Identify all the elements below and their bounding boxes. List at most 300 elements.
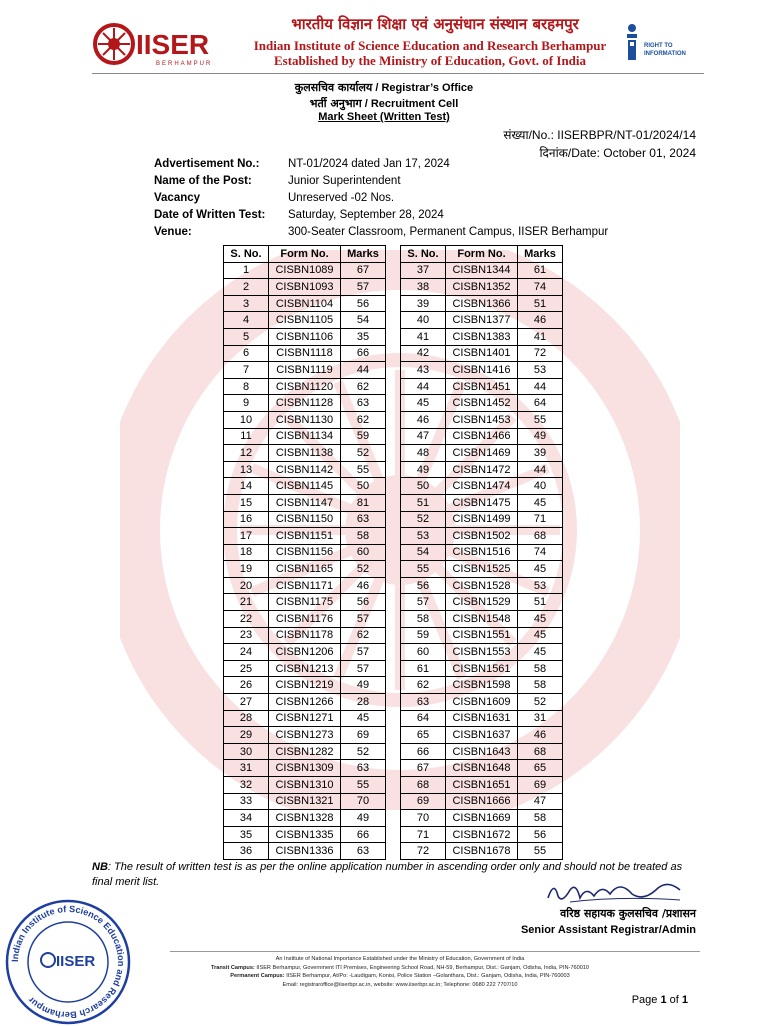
marks-cell: 57 [341, 611, 386, 628]
table-row [224, 295, 386, 312]
table-row [401, 727, 563, 744]
iiser-logo [92, 20, 242, 68]
ref-date-label-en: /Date: [567, 146, 600, 160]
table-row [224, 793, 386, 810]
table-row [401, 710, 563, 727]
sno-cell: 58 [401, 611, 446, 628]
table-row [224, 279, 386, 296]
table-row [401, 328, 563, 345]
sno-cell: 6 [224, 345, 269, 362]
marks-cell: 28 [341, 694, 386, 711]
meta-row [154, 226, 608, 243]
sno-cell: 43 [401, 362, 446, 379]
form-no-cell: CISBN1631 [446, 710, 518, 727]
table-row [401, 760, 563, 777]
form-no-cell: CISBN1609 [446, 694, 518, 711]
sno-cell: 69 [401, 793, 446, 810]
table-row [224, 428, 386, 445]
marks-cell: 45 [518, 627, 563, 644]
table-row [224, 577, 386, 594]
meta-row [154, 192, 608, 209]
marks-cell: 58 [518, 660, 563, 677]
form-no-cell: CISBN1213 [269, 660, 341, 677]
form-no-cell: CISBN1553 [446, 644, 518, 661]
sno-cell: 8 [224, 378, 269, 395]
sno-cell: 32 [224, 777, 269, 794]
meta-key: Advertisement No.: [154, 158, 260, 170]
marks-cell: 52 [341, 561, 386, 578]
table-row [224, 411, 386, 428]
form-no-cell: CISBN1366 [446, 295, 518, 312]
table-header-row [224, 246, 386, 263]
table-row [224, 378, 386, 395]
marks-cell: 53 [518, 577, 563, 594]
sno-cell: 22 [224, 611, 269, 628]
note-text: : The result of written test is as per the online application number in ascending order only and should not be treated as final merit list. [92, 861, 683, 888]
sno-cell: 37 [401, 262, 446, 279]
form-no-cell: CISBN1502 [446, 528, 518, 545]
table-row [401, 445, 563, 462]
marks-cell: 64 [518, 395, 563, 412]
rti-line2: INFORMATION [644, 51, 686, 57]
recruitment-cell-hi: भर्ती अनुभाग [309, 97, 362, 110]
table-row [224, 312, 386, 329]
marks-cell: 41 [518, 328, 563, 345]
sno-cell: 3 [224, 295, 269, 312]
marks-cell: 45 [518, 611, 563, 628]
table-row [224, 395, 386, 412]
form-no-cell: CISBN1474 [446, 478, 518, 495]
page-number [632, 994, 688, 1006]
table-row [401, 544, 563, 561]
form-no-cell: CISBN1120 [269, 378, 341, 395]
form-no-cell: CISBN1335 [269, 826, 341, 843]
seal-center-text: IISER [56, 953, 96, 970]
marks-cell: 46 [341, 577, 386, 594]
page-total: 1 [681, 994, 688, 1006]
page-middle: of [666, 994, 682, 1006]
form-no-cell: CISBN1678 [446, 843, 518, 860]
form-no-cell: CISBN1643 [446, 743, 518, 760]
table-row [401, 494, 563, 511]
footer-permanent [120, 972, 680, 981]
header-sno: S. No. [401, 246, 446, 263]
sno-cell: 45 [401, 395, 446, 412]
form-no-cell: CISBN1104 [269, 295, 341, 312]
form-no-cell: CISBN1516 [446, 544, 518, 561]
header-form-no: Form No. [269, 246, 341, 263]
meta-key: Vacancy [154, 192, 201, 204]
form-no-cell: CISBN1666 [446, 793, 518, 810]
institute-name: Indian Institute of Science Education and Research Berhampur [253, 38, 607, 53]
table-row [401, 611, 563, 628]
table-row [224, 743, 386, 760]
form-no-cell: CISBN1548 [446, 611, 518, 628]
form-no-cell: CISBN1175 [269, 594, 341, 611]
footer-line1: An Institute of National Importance Established under the Ministry of Education, Government of India [275, 956, 525, 962]
marks-table-right [400, 245, 563, 860]
sno-cell: 31 [224, 760, 269, 777]
sno-cell: 50 [401, 478, 446, 495]
table-row [224, 843, 386, 860]
sno-cell: 34 [224, 810, 269, 827]
form-no-cell: CISBN1401 [446, 345, 518, 362]
table-row [401, 411, 563, 428]
marks-cell: 55 [518, 843, 563, 860]
sno-cell: 14 [224, 478, 269, 495]
marks-cell: 45 [518, 494, 563, 511]
sno-cell: 62 [401, 677, 446, 694]
table-row [224, 362, 386, 379]
table-row [224, 810, 386, 827]
table-row [224, 461, 386, 478]
form-no-cell: CISBN1178 [269, 627, 341, 644]
sno-cell: 39 [401, 295, 446, 312]
table-row [224, 777, 386, 794]
sno-cell: 18 [224, 544, 269, 561]
marks-cell: 74 [518, 279, 563, 296]
sno-cell: 35 [224, 826, 269, 843]
marks-cell: 51 [518, 295, 563, 312]
marks-cell: 49 [341, 677, 386, 694]
sno-cell: 19 [224, 561, 269, 578]
table-row [401, 810, 563, 827]
form-no-cell: CISBN1344 [446, 262, 518, 279]
form-no-cell: CISBN1453 [446, 411, 518, 428]
sno-cell: 4 [224, 312, 269, 329]
header-marks: Marks [341, 246, 386, 263]
marks-cell: 56 [518, 826, 563, 843]
form-no-cell: CISBN1472 [446, 461, 518, 478]
form-no-cell: CISBN1383 [446, 328, 518, 345]
marks-cell: 45 [518, 644, 563, 661]
form-no-cell: CISBN1648 [446, 760, 518, 777]
footer-transit [120, 964, 680, 973]
table-row [401, 694, 563, 711]
marks-cell: 44 [341, 362, 386, 379]
table-row [224, 677, 386, 694]
transit-text: IISER Berhampur, Government ITI Premises, Engineering School Road, NH-59, Berhampur, Dist.: Ganjam, Odisha, India, PIN-760010 [254, 964, 590, 971]
meta-value: 300-Seater Classroom, Permanent Campus, IISER Berhampur [288, 226, 609, 238]
table-row [401, 677, 563, 694]
form-no-cell: CISBN1561 [446, 660, 518, 677]
table-row [224, 611, 386, 628]
marks-cell: 39 [518, 445, 563, 462]
sno-cell: 16 [224, 511, 269, 528]
marks-cell: 58 [518, 810, 563, 827]
marks-cell: 46 [518, 727, 563, 744]
sno-cell: 59 [401, 627, 446, 644]
meta-value: Saturday, September 28, 2024 [288, 209, 444, 221]
form-no-cell: CISBN1271 [269, 710, 341, 727]
form-no-cell: CISBN1669 [446, 810, 518, 827]
meta-value: NT-01/2024 dated Jan 17, 2024 [288, 158, 450, 170]
sno-cell: 55 [401, 561, 446, 578]
sno-cell: 54 [401, 544, 446, 561]
sno-cell: 65 [401, 727, 446, 744]
form-no-cell: CISBN1089 [269, 262, 341, 279]
meta-value: Unreserved -02 Nos. [288, 192, 395, 204]
table-row [224, 627, 386, 644]
marks-cell: 50 [341, 478, 386, 495]
footer-divider [170, 951, 700, 952]
form-no-cell: CISBN1145 [269, 478, 341, 495]
institute-name-english [250, 38, 610, 68]
marks-cell: 31 [518, 710, 563, 727]
form-no-cell: CISBN1309 [269, 760, 341, 777]
sno-cell: 48 [401, 445, 446, 462]
form-no-cell: CISBN1282 [269, 743, 341, 760]
table-row [401, 262, 563, 279]
form-no-cell: CISBN1598 [446, 677, 518, 694]
form-no-cell: CISBN1452 [446, 395, 518, 412]
marks-cell: 46 [518, 312, 563, 329]
sno-cell: 60 [401, 644, 446, 661]
table-row [224, 594, 386, 611]
sno-cell: 42 [401, 345, 446, 362]
form-no-cell: CISBN1551 [446, 627, 518, 644]
table-row [401, 561, 563, 578]
sno-cell: 70 [401, 810, 446, 827]
rti-text [644, 42, 686, 58]
sno-cell: 17 [224, 528, 269, 545]
sno-cell: 9 [224, 395, 269, 412]
marks-cell: 62 [341, 411, 386, 428]
form-no-cell: CISBN1151 [269, 528, 341, 545]
meta-row [154, 158, 608, 175]
form-no-cell: CISBN1219 [269, 677, 341, 694]
form-no-cell: CISBN1529 [446, 594, 518, 611]
form-no-cell: CISBN1451 [446, 378, 518, 395]
table-row [224, 694, 386, 711]
marks-cell: 66 [341, 345, 386, 362]
marks-cell: 35 [341, 328, 386, 345]
table-row [224, 345, 386, 362]
form-no-cell: CISBN1134 [269, 428, 341, 445]
header-divider [92, 73, 704, 74]
sno-cell: 64 [401, 710, 446, 727]
marks-cell: 44 [518, 378, 563, 395]
sno-cell: 10 [224, 411, 269, 428]
table-row [401, 627, 563, 644]
form-no-cell: CISBN1672 [446, 826, 518, 843]
marks-cell: 69 [518, 777, 563, 794]
transit-label: Transit Campus: [210, 964, 255, 971]
meta-row [154, 175, 608, 192]
marks-cell: 68 [518, 528, 563, 545]
table-row [224, 826, 386, 843]
marks-cell: 52 [518, 694, 563, 711]
table-row [401, 644, 563, 661]
marks-cell: 61 [518, 262, 563, 279]
form-no-cell: CISBN1105 [269, 312, 341, 329]
sno-cell: 36 [224, 843, 269, 860]
marks-cell: 72 [518, 345, 563, 362]
form-no-cell: CISBN1637 [446, 727, 518, 744]
marks-cell: 67 [341, 262, 386, 279]
header-marks: Marks [518, 246, 563, 263]
marks-cell: 56 [341, 594, 386, 611]
form-no-cell: CISBN1119 [269, 362, 341, 379]
sno-cell: 63 [401, 694, 446, 711]
marks-cell: 44 [518, 461, 563, 478]
table-row [224, 478, 386, 495]
sno-cell: 68 [401, 777, 446, 794]
marks-cell: 62 [341, 627, 386, 644]
form-no-cell: CISBN1093 [269, 279, 341, 296]
table-row [401, 743, 563, 760]
table-row [401, 660, 563, 677]
sno-cell: 46 [401, 411, 446, 428]
form-no-cell: CISBN1528 [446, 577, 518, 594]
sno-cell: 25 [224, 660, 269, 677]
sno-cell: 33 [224, 793, 269, 810]
marks-cell: 45 [518, 561, 563, 578]
permanent-text: IISER Berhampur, At/Po: -Laudigam, Konisi, Police Station –Golanthara, Dist.: Ganjam, Odisha, India, PIN-760003 [284, 973, 570, 980]
doc-title: Mark Sheet (Written Test) [318, 111, 450, 123]
marks-cell: 49 [341, 810, 386, 827]
seal-ring-text: Indian Institute of Science Education and Research Berhampur [9, 903, 127, 1021]
form-no-cell: CISBN1165 [269, 561, 341, 578]
table-row [224, 660, 386, 677]
sno-cell: 72 [401, 843, 446, 860]
form-no-cell: CISBN1469 [446, 445, 518, 462]
marks-cell: 56 [341, 295, 386, 312]
established-line: Established by the Ministry of Education, Govt. of India [273, 53, 587, 68]
marks-cell: 68 [518, 743, 563, 760]
table-row [401, 378, 563, 395]
form-no-cell: CISBN1273 [269, 727, 341, 744]
table-row [401, 428, 563, 445]
form-no-cell: CISBN1128 [269, 395, 341, 412]
marks-cell: 63 [341, 760, 386, 777]
marks-cell: 81 [341, 494, 386, 511]
header-form-no: Form No. [446, 246, 518, 263]
sno-cell: 27 [224, 694, 269, 711]
marks-cell: 45 [341, 710, 386, 727]
marks-cell: 63 [341, 843, 386, 860]
form-no-cell: CISBN1416 [446, 362, 518, 379]
sno-cell: 47 [401, 428, 446, 445]
table-row [224, 644, 386, 661]
sno-cell: 38 [401, 279, 446, 296]
sno-cell: 71 [401, 826, 446, 843]
table-row [401, 577, 563, 594]
form-no-cell: CISBN1176 [269, 611, 341, 628]
table-row [401, 511, 563, 528]
table-row [401, 528, 563, 545]
meta-row [154, 209, 608, 226]
table-row [401, 793, 563, 810]
sno-cell: 26 [224, 677, 269, 694]
marks-cell: 51 [518, 594, 563, 611]
signature-image [540, 876, 690, 908]
ref-date-label-hi: दिनांक [539, 146, 568, 160]
table-row [224, 727, 386, 744]
table-row [224, 494, 386, 511]
table-row [224, 262, 386, 279]
marks-cell: 57 [341, 279, 386, 296]
table-row [401, 295, 563, 312]
sno-cell: 24 [224, 644, 269, 661]
page-prefix: Page [631, 994, 661, 1006]
marks-cell: 57 [341, 660, 386, 677]
sno-cell: 44 [401, 378, 446, 395]
marks-cell: 65 [518, 760, 563, 777]
sno-cell: 1 [224, 262, 269, 279]
sno-cell: 5 [224, 328, 269, 345]
form-no-cell: CISBN1352 [446, 279, 518, 296]
marks-cell: 49 [518, 428, 563, 445]
form-no-cell: CISBN1266 [269, 694, 341, 711]
marks-cell: 55 [341, 777, 386, 794]
table-row [224, 511, 386, 528]
institute-name-hindi: भारतीय विज्ञान शिक्षा एवं अनुसंधान संस्थान बरहमपुर [291, 15, 579, 33]
table-row [224, 528, 386, 545]
footer [120, 955, 680, 989]
table-row [401, 345, 563, 362]
rti-line1: RIGHT TO [644, 43, 673, 49]
form-no-cell: CISBN1106 [269, 328, 341, 345]
marks-cell: 59 [341, 428, 386, 445]
sno-cell: 67 [401, 760, 446, 777]
marks-cell: 63 [341, 511, 386, 528]
marks-cell: 58 [341, 528, 386, 545]
sno-cell: 7 [224, 362, 269, 379]
sno-cell: 53 [401, 528, 446, 545]
form-no-cell: CISBN1321 [269, 793, 341, 810]
marks-cell: 57 [341, 644, 386, 661]
marks-cell: 52 [341, 445, 386, 462]
page-current: 1 [660, 994, 667, 1006]
sno-cell: 11 [224, 428, 269, 445]
marks-cell: 60 [341, 544, 386, 561]
recruitment-cell [0, 96, 768, 111]
sno-cell: 52 [401, 511, 446, 528]
marks-cell: 58 [518, 677, 563, 694]
sno-cell: 15 [224, 494, 269, 511]
official-seal [4, 898, 132, 1026]
form-no-cell: CISBN1466 [446, 428, 518, 445]
table-row [401, 594, 563, 611]
form-no-cell: CISBN1475 [446, 494, 518, 511]
table-row [401, 777, 563, 794]
sno-cell: 56 [401, 577, 446, 594]
footer-contact: Email: registraroffice@iiserbpr.ac.in, website: www.iiserbpr.ac.in; Telephone: 0680 222 7707/10 [282, 981, 518, 988]
marks-cell: 69 [341, 727, 386, 744]
form-no-cell: CISBN1206 [269, 644, 341, 661]
marks-cell: 62 [341, 378, 386, 395]
logo-text: IISER [136, 29, 210, 60]
ref-date-value: October 01, 2024 [603, 146, 696, 160]
meta-value: Junior Superintendent [288, 175, 401, 187]
table-row [224, 544, 386, 561]
registrar-office-hi: कुलसचिव कार्यालय [294, 81, 373, 94]
form-no-cell: CISBN1138 [269, 445, 341, 462]
table-row [224, 710, 386, 727]
table-row [401, 461, 563, 478]
table-row [224, 445, 386, 462]
table-row [401, 279, 563, 296]
marks-cell: 71 [518, 511, 563, 528]
form-no-cell: CISBN1142 [269, 461, 341, 478]
marks-cell: 53 [518, 362, 563, 379]
signatory-title-english: Senior Assistant Registrar/Admin [520, 924, 696, 936]
form-no-cell: CISBN1336 [269, 843, 341, 860]
table-row [401, 478, 563, 495]
marks-cell: 63 [341, 395, 386, 412]
meta-key: Venue: [154, 226, 192, 238]
